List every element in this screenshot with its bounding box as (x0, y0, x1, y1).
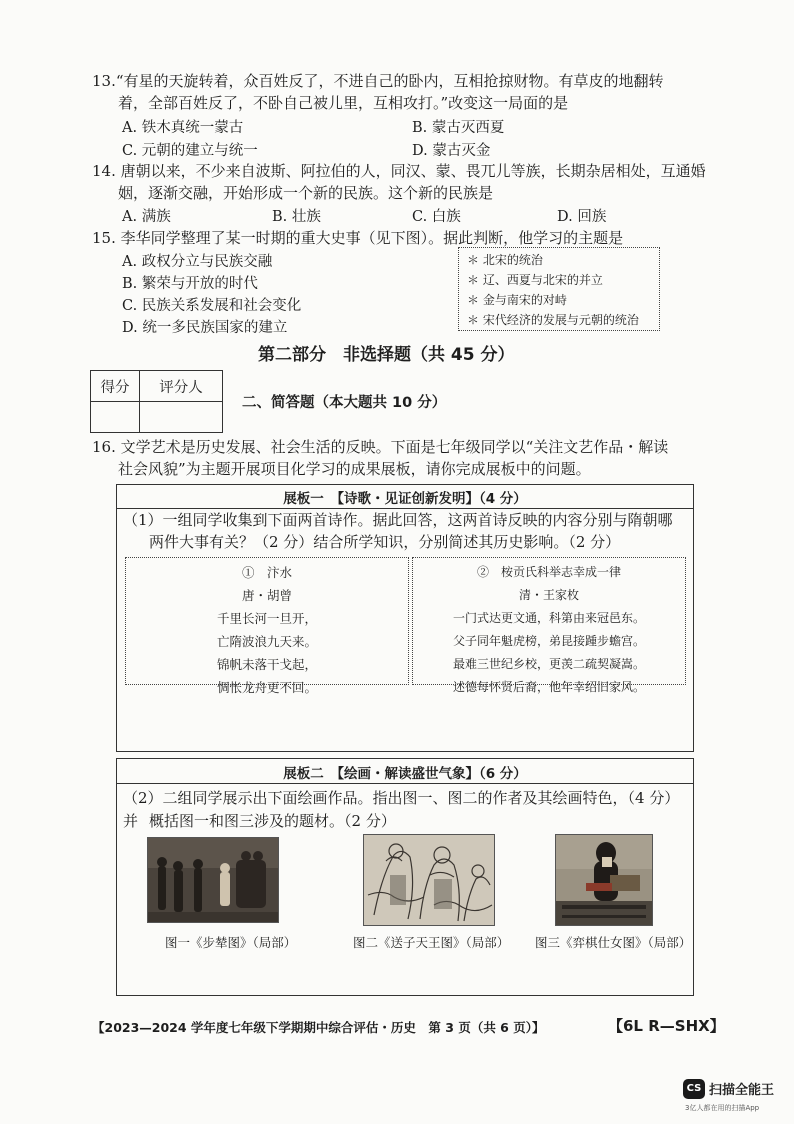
poem1-line-3: 锦帆未落干戈起， (216, 657, 317, 672)
part2-title: 第二部分 非选择题（共 45 分） (258, 345, 515, 365)
board2 (116, 758, 694, 996)
painting-1-image (147, 837, 279, 923)
poem1-box (125, 557, 409, 695)
board2-question-line2: 概括图一和图三涉及的题材。（2 分） (149, 812, 396, 830)
q15-option-d: D. 统一多民族国家的建立 (122, 320, 288, 336)
grader-header: 评分人 (140, 371, 223, 402)
q15-event-3-text: 金与南宋的对峙 (482, 293, 567, 307)
q13-option-d: D. 蒙古灭金 (412, 143, 491, 159)
q15-events-box (458, 247, 660, 331)
watermark (683, 1077, 791, 1117)
q15-event-2: ＊ 辽、西夏与北宋的并立 (467, 273, 603, 287)
painting-3-image (555, 834, 653, 926)
poem1-line-4: 惆怅龙舟更不回。 (216, 680, 317, 695)
poem2-box (412, 557, 686, 694)
score-cell[interactable] (91, 402, 140, 433)
board1-question-line1: （1）一组同学收集到下面两首诗作。据此回答，这两首诗反映的内容分别与隋朝哪 (123, 511, 673, 529)
q13-option-a: A. 铁木真统一蒙古 (122, 120, 244, 136)
score-header: 得分 (91, 371, 140, 402)
q13-line1: 13.“有星的天旋转着，众百姓反了，不进自己的卧内，互相抢掠财物。有草皮的地翻转 (92, 72, 664, 90)
q14-line1: 14. 唐朝以来，不少来自波斯、阿拉伯的人，同汉、蒙、畏兀儿等族，长期杂居相处，互通婚 (92, 162, 706, 180)
q13-line2: 着，全部百姓反了，不卧自己被儿里，互相攻打。”改变这一局面的是 (118, 94, 569, 112)
board1 (116, 484, 694, 752)
poem2 (413, 561, 685, 699)
grader-cell[interactable] (140, 402, 223, 433)
q15-option-a: A. 政权分立与民族交融 (122, 254, 273, 270)
q14-line2: 姻，逐渐交融，开始形成一个新的民族。这个新的民族是 (118, 184, 494, 202)
painting-1-caption: 图一《步辇图》（局部） (165, 935, 297, 950)
board1-title: 展板一 【诗歌・见证创新发明】（4 分） (283, 491, 527, 507)
poem2-line-1: 一门式达更文通，科第由来冠邑东。 (452, 611, 645, 625)
q13-option-b: B. 蒙古灭西夏 (412, 120, 505, 136)
painting-2-caption: 图二《送子天王图》（局部） (353, 935, 510, 950)
footer-left: 【2023—2024 学年度七年级下学期期中综合评估・历史 第 3 页（共 6 页）】 (92, 1020, 545, 1035)
poem2-author: 清・王家枚 (518, 588, 579, 602)
q14-option-c: C. 白族 (412, 209, 461, 225)
poem2-line-3: 最难三世纪乡校，更羡二疏契凝嵩。 (452, 657, 645, 671)
poem1-author: 唐・胡曾 (241, 588, 292, 603)
q15-event-2-text: 辽、西夏与北宋的并立 (482, 273, 603, 287)
q15-option-b: B. 繁荣与开放的时代 (122, 276, 258, 292)
q15-event-1-text: 北宋的统治 (482, 253, 543, 267)
board2-title: 展板二 【绘画・解读盛世气象】（6 分） (283, 766, 527, 782)
q15-event-4-text: 宋代经济的发展与元朝的统治 (482, 313, 639, 327)
board1-question-line2: 两件大事有关？（2 分）结合所学知识，分别简述其历史影响。（2 分） (149, 533, 621, 551)
q14-option-d: D. 回族 (557, 209, 607, 225)
q13-option-c: C. 元朝的建立与统一 (122, 143, 258, 159)
painting-2-image (363, 834, 495, 926)
q16-line1: 16. 文学艺术是历史发展、社会生活的反映。下面是七年级同学以“关注文艺作品・解读 (92, 438, 669, 456)
poem2-line-4: 述德每怀贤后裔，他年幸绍旧家风。 (452, 680, 645, 694)
board2-divider (117, 783, 693, 784)
footer-right: 【6L R—SHX】 (608, 1017, 725, 1035)
section-heading: 二、简答题（本大题共 10 分） (242, 395, 447, 411)
q14-option-b: B. 壮族 (272, 209, 321, 225)
painting-3-caption: 图三《弈棋仕女图》（局部） (535, 935, 692, 950)
q15-event-1: ＊ 北宋的统治 (467, 253, 543, 267)
poem2-title: ② 桉贡氏科举志幸成一律 (476, 565, 621, 579)
q15-option-c: C. 民族关系发展和社会变化 (122, 298, 302, 314)
q15-line1: 15. 李华同学整理了某一时期的重大史事（见下图）。据此判断，他学习的主题是 (92, 229, 624, 247)
score-table (90, 370, 223, 433)
q16-line2: 社会风貌”为主题开展项目化学习的成果展板，请你完成展板中的问题。 (118, 460, 591, 478)
q14-option-a: A. 满族 (122, 209, 171, 225)
cs-logo-icon: CS (683, 1079, 705, 1099)
poem2-line-2: 父子同年魁虎榜，弟昆接踵步蟾宫。 (452, 634, 645, 648)
board2-question-line1: （2）二组同学展示出下面绘画作品。指出图一、图二的作者及其绘画特色，（4 分）并 (123, 789, 680, 830)
poem1-line-2: 亡隋波浪九天来。 (216, 634, 317, 649)
watermark-sub: 3亿人都在用的扫描App (685, 1104, 760, 1112)
poem1-title: ① 汴水 (241, 565, 292, 580)
watermark-brand: 扫描全能王 (709, 1083, 775, 1098)
poem1-line-1: 千里长河一旦开， (216, 611, 317, 626)
poem1 (126, 561, 408, 699)
q15-event-3: ＊ 金与南宋的对峙 (467, 293, 567, 307)
q15-event-4: ＊ 宋代经济的发展与元朝的统治 (467, 313, 639, 327)
